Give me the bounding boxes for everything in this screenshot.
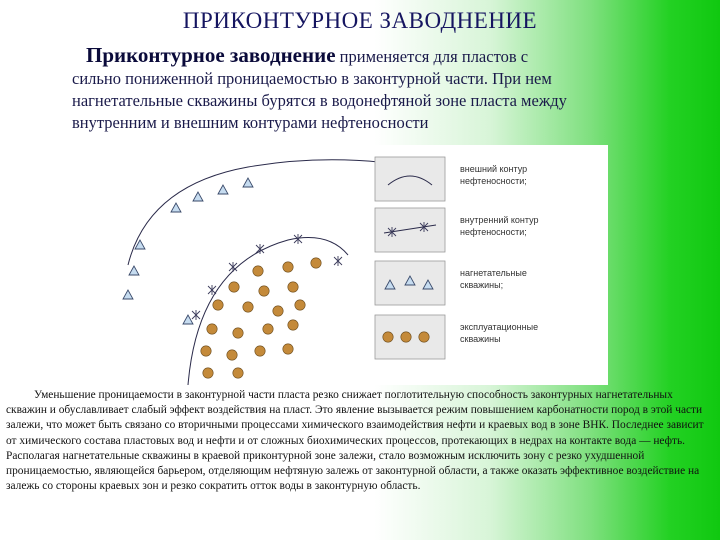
production-well-marker (259, 286, 269, 296)
legend-outer-box (375, 157, 445, 201)
inner-contour-marker (192, 310, 200, 320)
intro-text (72, 44, 702, 134)
intro-line-4: внутренним и внешним контурами нефтеносности (72, 113, 429, 132)
legend-dots (383, 332, 429, 342)
legend-inner-label-2: нефтеносности; (460, 227, 527, 237)
legend-dot-marker (383, 332, 393, 342)
production-well-marker (311, 258, 321, 268)
intro-rest: применяется для пластов с (335, 47, 529, 66)
well-layout-diagram (88, 145, 608, 385)
production-well-marker (229, 282, 239, 292)
legend-dot-marker (419, 332, 429, 342)
production-well-marker (283, 262, 293, 272)
inner-contour-line (188, 238, 348, 385)
production-well-marker (243, 302, 253, 312)
production-well-marker (288, 320, 298, 330)
production-well-marker (207, 324, 217, 334)
production-well-marker (263, 324, 273, 334)
injection-well-marker (183, 315, 193, 324)
production-well-marker (288, 282, 298, 292)
body-paragraph-text: Уменьшение проницаемости в законтурной части пласта резко снижает поглотительную способность законтурных нагнетательных скважин и обуславливает слабый эффект воздействия на пласт. Это явление вызывается режим повышением карбонатности пород в этой части залежи, что может быть связано со вторичными процессами химического взаимодействия нефти и краевых вод в зоне ВНК. Последнее зависит от химического состава пластовых вод и нефти и от сложных биохимических процессов, протекающих в недрах на контакте вода — нефть. Располагая нагнетательные скважины в краевой приконтурной зоне залежи, стало возможным исключить зону с резко ухудшенной проницаемостью, являющейся барьером, отделяющим нефтяную залежь от законтурной области, а также оказать эффективное воздействие на залежь со стороны краевых зон и резко сократить отток воды в законтурную область. (6, 389, 704, 493)
legend-injection-label-2: скважины; (460, 280, 504, 290)
injection-well-marker (123, 290, 133, 299)
legend-production-label-1: эксплуатационные (460, 322, 539, 332)
inner-contour-marker (229, 262, 237, 272)
injection-well-marker (171, 203, 181, 212)
legend-outer-label-1: внешний контур (460, 164, 528, 174)
well-layout-figure (88, 145, 608, 385)
intro-line-1 (72, 44, 702, 68)
outer-contour-line (128, 160, 388, 265)
production-well-marker (233, 368, 243, 378)
legend-dot-marker (401, 332, 411, 342)
production-well-marker (233, 328, 243, 338)
production-well-marker (227, 350, 237, 360)
injection-well-marker (193, 192, 203, 201)
intro-line-2: сильно пониженной проницаемостью в законтурной части. При нем (72, 69, 552, 88)
injection-well-marker (218, 185, 228, 194)
legend-outer-label-2: нефтеносности; (460, 176, 527, 186)
production-well-marker (283, 344, 293, 354)
intro-line-3: нагнетательные скважины бурятся в водонефтяной зоне пласта между (72, 91, 567, 110)
production-well-marker (203, 368, 213, 378)
production-well-marker (253, 266, 263, 276)
intro-bold-term: Приконтурное заводнение (86, 43, 336, 67)
legend-production-label-2: скважины (460, 334, 501, 344)
legend-inner-box (375, 208, 445, 252)
legend-injection-label-1: нагнетательные (460, 268, 527, 278)
production-well-marker (255, 346, 265, 356)
production-well-marker (213, 300, 223, 310)
body-paragraph (6, 388, 714, 494)
production-well-marker (273, 306, 283, 316)
injection-well-marker (129, 266, 139, 275)
slide-title: ПРИКОНТУРНОЕ ЗАВОДНЕНИЕ (182, 8, 538, 33)
legend-inner-label-1: внутренний контур (460, 215, 539, 225)
injection-well-marker (243, 178, 253, 187)
production-well-marker (201, 346, 211, 356)
diagram-marks (123, 178, 342, 378)
legend (375, 157, 539, 359)
inner-contour-marker (334, 256, 342, 266)
production-well-marker (295, 300, 305, 310)
